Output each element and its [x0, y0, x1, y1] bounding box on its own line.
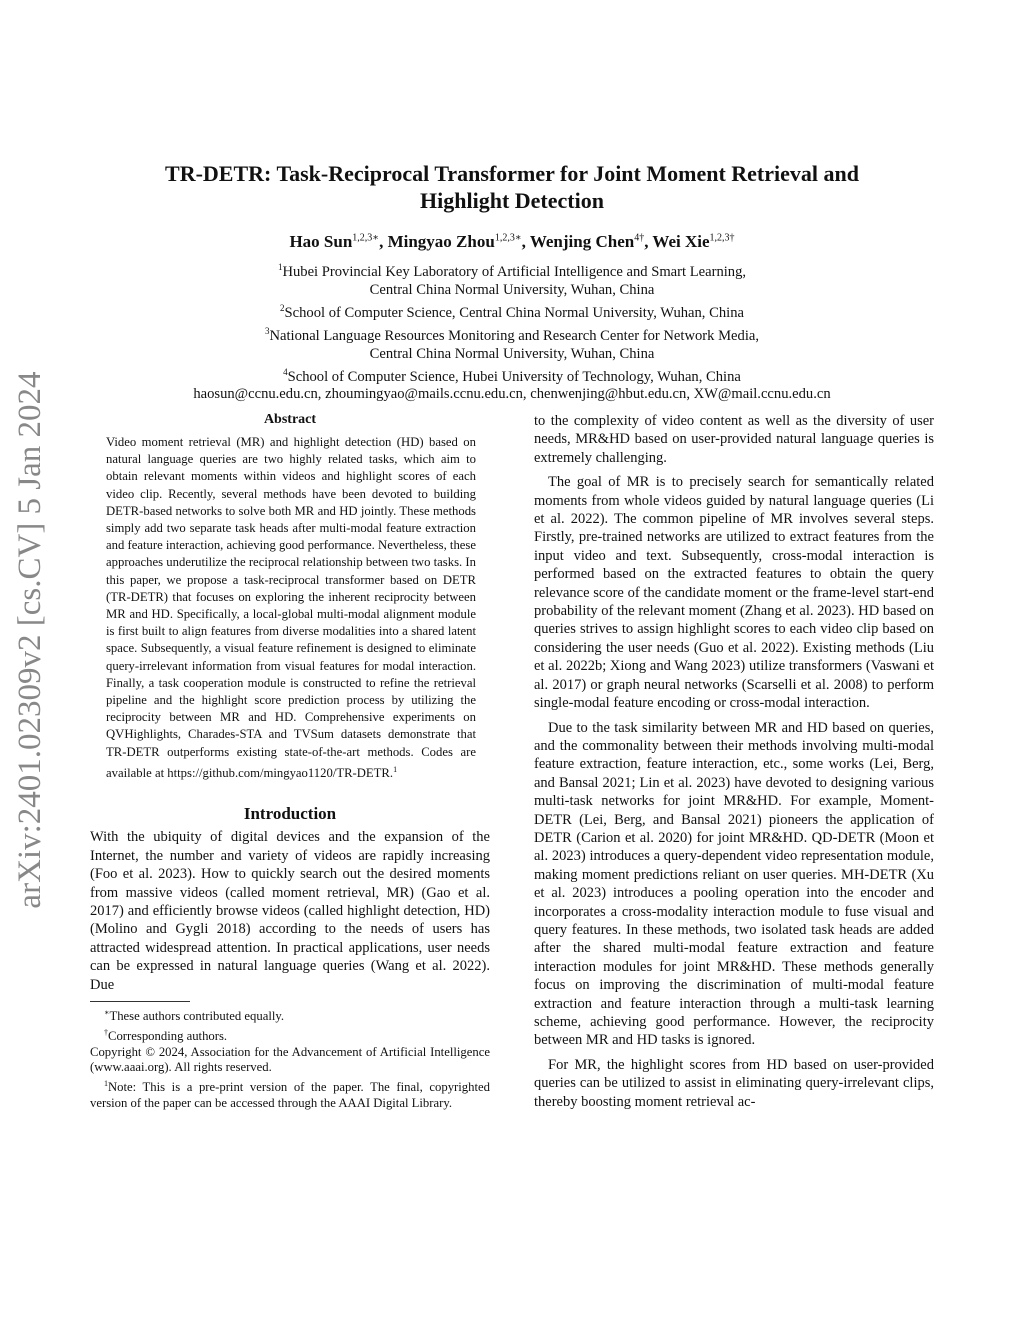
affiliation-text: Hubei Provincial Key Laboratory of Artificial Intelligence and Smart Learning, [282, 263, 747, 280]
footnote-mark: 1 [393, 764, 398, 774]
author-separator: , [521, 232, 530, 251]
body-paragraph: The goal of MR is to precisely search for semantically related moments from whole videos guided by natural language queries (Li et al. 2022). The common pipeline of MR involves several steps. Firstly, pre-trained networks are utilized to extract features from the input video and text. Subsequently, cross-modal interaction is performed based on the extracted features to obtain the query relevance score of the candidate moment or the frame-level start-end probability of the relevant moment (Zhang et al. 2023). HD based on queries strives to assign highlight scores to each video clip based on considering the user needs (Guo et al. 2022). Existing methods (Liu et al. 2022b; Xiong and Wang 2023) utilize transformers (Vaswani et al. 2017) or graph neural networks (Scarselli et al. 2008) to perform single-modal feature encoding or cross-modal interaction. [534, 474, 934, 712]
affiliation-mark: 4 [283, 366, 288, 377]
introduction-paragraph: With the ubiquity of digital devices and the expansion of the Internet, the number and variety of videos are rapidly increasing (Foo et al. 2023). How to quickly search out the desired moments from massive videos (called moment retrieval, MR) (Gao et al. 2017) and efficiently browse videos (called highlight detection, HD) (Molino and Gygli 2018) according to the needs of users has attracted widespread attention. In practical applications, user needs can be expressed in natural language queries (Wang et al. 2022). Due [90, 829, 490, 993]
footnote-divider [90, 1001, 190, 1002]
affiliation-text: School of Computer Science, Central China Normal University, Wuhan, China [284, 304, 744, 321]
affiliation-4 [100, 363, 924, 386]
author-name: Wei Xie [652, 232, 710, 251]
abstract-text: Video moment retrieval (MR) and highlight detection (HD) based on natural language queries are two highly related tasks, which aim to obtain relevant moments within videos and highlight scores of each video clip. Recently, several methods have been devoted to building DETR-based networks to solve both MR and HD jointly. These methods simply add two separate task heads after multi-modal feature extraction and feature interaction, achieving good performance. Nevertheless, these approaches underutilize the reciprocal relationship between two tasks. In this paper, we propose a task-reciprocal transformer based on DETR (TR-DETR) that focuses on exploring the inherent reciprocity between MR and HD. Specifically, a local-global multi-modal alignment module is first built to align features from diverse modalities into a shared latent space. Subsequently, a visual feature refinement is designed to eliminate query-irrelevant information from visual features for modal interaction. Finally, a task cooperation module is constructed to refine the retrieval pipeline and the highlight score prediction process by utilizing the reciprocity between MR and HD. Comprehensive experiments on QVHighlights, Charades-STA and TVSum datasets demonstrate that TR-DETR outperforms existing state-of-the-art methods. Codes are available at https://github.com/mingyao1120/TR-DETR. [106, 435, 476, 781]
footnote-text: Note: This is a pre-print version of the paper. The final, copyrighted version of the paper can be accessed through the AAAI Digital Library. [90, 1080, 490, 1110]
affiliation-text: School of Computer Science, Hubei University of Technology, Wuhan, China [287, 368, 741, 385]
paper-title [100, 160, 924, 214]
body-paragraph: For MR, the highlight scores from HD based on user-provided queries can be utilized to assist in eliminating query-irrelevant clips, thereby boosting moment retrieval ac- [534, 1056, 934, 1110]
affiliation-mark: 3 [264, 325, 270, 336]
footnote-text: Corresponding authors. [108, 1029, 228, 1044]
author-affil-mark: 1,2,3∗ [352, 232, 380, 244]
copyright-notice: Copyright © 2024, Association for the Advancement of Artificial Intelligence (www.aaai.org). All rights reserved. [90, 1044, 490, 1075]
affiliation-text: National Language Resources Monitoring and Research Center for Network Media, [269, 327, 760, 344]
affiliation-3 [100, 322, 924, 345]
affiliation-1 [100, 258, 924, 281]
body-paragraph: Due to the task similarity between MR and HD based on queries, and the commonality between their methods involving multi-modal feature extraction, feature interaction, etc., some works (Lei, Berg, and Bansal 2021; Lin et al. 2023) have devoted to designing various multi-task networks for joint MR&HD. For example, Moment-DETR (Lei, Berg, and Bansal 2021) pioneers the application of DETR (Carion et al. 2020) for joint MR&HD. QD-DETR (Moon et al. 2023) introduces a query-dependent video representation module, making moment predictions reliant on user queries. MH-DETR (Xu et al. 2023) introduces a pooling operation into the encoder and incorporates a cross-modality interaction module to fuse visual and query features. In these methods, two isolated task heads are added after the shared multi-modal feature extraction and feature interaction modules for joint MR&HD. These methods generally focus on improving the discrimination of multi-modal feature extraction and feature interaction through a multi-task learning scheme, achieving good performance. However, the reciprocity between MR and HD tasks is ignored. [534, 719, 934, 1049]
affiliation-2 [100, 299, 924, 322]
author-name: Hao Sun [289, 232, 353, 251]
arxiv-identifier: arXiv:2401.02309v2 [cs.CV] 5 Jan 2024 [12, 371, 48, 909]
author-name: Wenjing Chen [529, 232, 635, 251]
introduction-heading: Introduction [243, 804, 337, 824]
title-line-2: Highlight Detection [420, 188, 604, 213]
footnote-mark: † [104, 1027, 108, 1037]
footnote-preprint [90, 1076, 490, 1111]
author-affil-mark: 1,2,3∗ [494, 232, 522, 244]
left-column [90, 412, 490, 1111]
footnote-text: These authors contributed equally. [109, 1009, 285, 1024]
affiliation-3-cont: Central China Normal University, Wuhan, China [369, 345, 655, 362]
author-affil-mark: 4† [634, 232, 645, 244]
abstract-heading: Abstract [263, 412, 317, 427]
affiliation-mark: 2 [280, 302, 285, 313]
author-affil-mark: 1,2,3† [709, 232, 735, 244]
abstract-body [106, 434, 476, 782]
author-separator: , [379, 232, 388, 251]
author-emails: haosun@ccnu.edu.cn, zhoumingyao@mails.ccnu.edu.cn, chenwenjing@hbut.edu.cn, XW@mail.ccnu.edu.cn [193, 386, 831, 403]
footnote-corresponding [90, 1025, 490, 1045]
body-paragraph: to the complexity of video content as well as the diversity of user needs, MR&HD based on user-provided natural language queries is extremely challenging. [534, 413, 934, 466]
author-name: Mingyao Zhou [387, 232, 495, 251]
affiliation-mark: 1 [277, 262, 283, 272]
author-separator: , [644, 232, 653, 251]
footnote-mark: ∗ [104, 1007, 110, 1017]
title-line-1: TR-DETR: Task-Reciprocal Transformer for Joint Moment Retrieval and [165, 161, 859, 186]
footnote-mark: 1 [104, 1078, 108, 1088]
footnote-equal-contribution [90, 1005, 490, 1025]
affiliations [100, 258, 924, 403]
right-column [534, 412, 934, 1111]
affiliation-1-cont: Central China Normal University, Wuhan, China [369, 281, 655, 298]
author-list [100, 232, 924, 252]
